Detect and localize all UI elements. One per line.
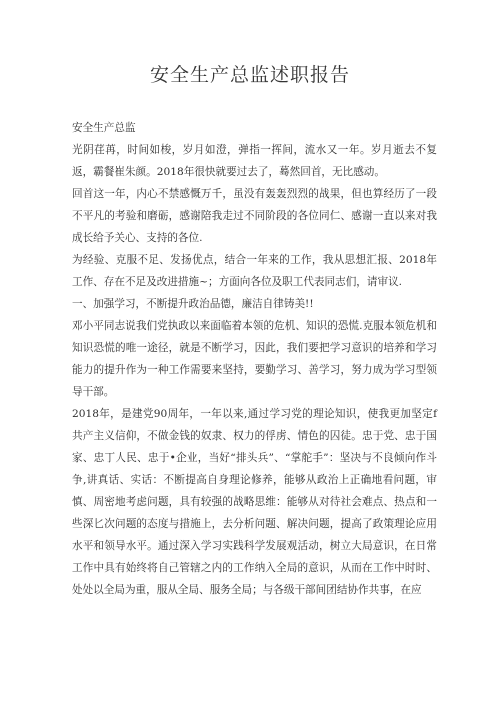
document-title: 安全生产总监述职报告 — [149, 64, 350, 86]
paragraph-2018-work: 2018年，是建党90周年，一年以来,通过学习党的理论知识，使我更加坚定f共产主义信仰，不做金钱的奴隶、权力的俘虏、情色的囚徒。忠于党、忠于国家、忠丁人民、忠于•企业，当好“排头兵”、“掌舵手”：坚决与不良倾向作斗争,讲真话、实话：不断提高自身理论修养，能够从政治上正确地看问题，审慎、周密地考虑问题，具有较强的战略思维：能够从对待社会难点、热点和一些深匕次问题的态度与措施上，去分析问题、解决问题，提高了政策理论应用水平和领导水平。通过深入学习实践科学发展观活动，树立大局意识，在日常工作中具有始终将自己管辖之内的工作纳入全局的意识，从而在工作中时时、处处以全局为重，服从全局、服务全局；与各级干部间团结协作共事，在应 — [72, 408, 437, 596]
paragraph-opening: 光阴荏苒，时间如梭，岁月如澄，弹指一挥间，流水又一年。岁月逝去不复返，霸餐崔朱颜。2018年很快就要过去了，蓦然回首，无比感动。 — [72, 144, 437, 178]
paragraph-purpose: 为经验、克服不足、发扬优点，结合一年来的工作，我从思想汇报、2018年工作、存在不足及改进措施~；方面向各位及职工代表同志们，请审议. — [72, 254, 437, 288]
document-body — [72, 117, 437, 601]
paragraph-reflection: 回首这一年，内心不禁感慨万千，虽没有轰轰烈烈的战果，但也算经历了一段不平凡的考验和磨砺，感谢陪我走过不同阶段的各位同仁、感谢一直以来对我成长给予关心、支持的各位. — [72, 188, 437, 244]
section-heading-1: 一、加强学习，不断提升政治品德，廉洁自律铸美!! — [72, 298, 314, 310]
paragraph-learning: 邓小平同志说我们党执政以来面临着本领的危机、知识的恐慌.克服本领危机和知识恐慌的唯一途径，就是不断学习，因此，我们要把学习意识的培养和学习能力的提升作为一种工作需要来坚持，要勤学习、善学习，努力成为学习型领导干部。 — [72, 320, 437, 398]
document-subtitle: 安全生产总监 — [72, 122, 136, 134]
